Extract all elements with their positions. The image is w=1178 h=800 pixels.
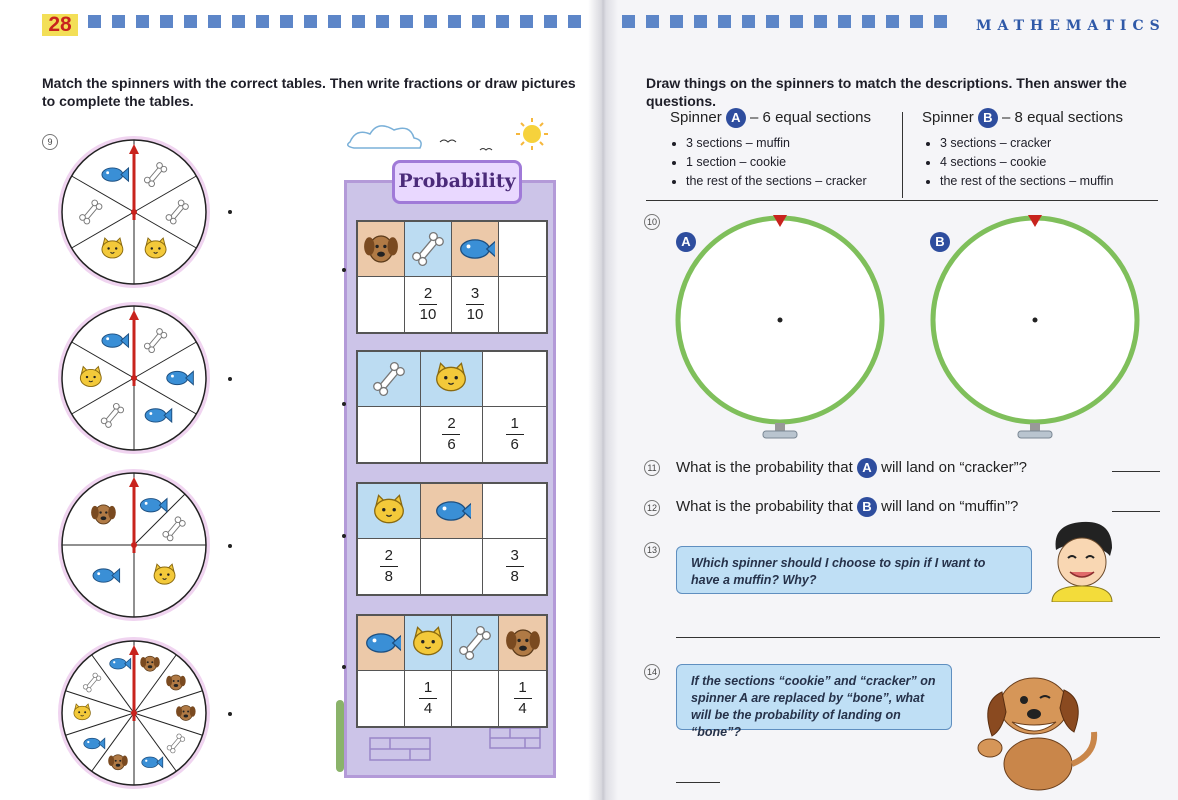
fraction	[506, 416, 524, 453]
table-cell-fraction[interactable]	[452, 671, 499, 726]
tower-plant	[336, 700, 344, 772]
left-instruction-line-2: to complete the tables.	[42, 93, 194, 109]
q12-text-before: What is the probability that	[676, 497, 853, 515]
denominator: 8	[510, 568, 519, 585]
spinner-a-prefix: Spinner	[670, 108, 722, 126]
dog-icon	[361, 229, 401, 269]
band-square	[766, 15, 779, 28]
fraction	[466, 286, 484, 323]
wheel-a-badge: A	[676, 232, 696, 252]
table-cell-fraction	[405, 671, 452, 726]
dog-character	[968, 644, 1108, 794]
spinner-b-wheel	[933, 215, 1137, 438]
numerator: 2	[423, 285, 433, 302]
spinner-b-title	[922, 108, 1123, 128]
table-cell-picture	[452, 616, 499, 671]
spinner-b-suffix: – 8 equal sections	[1002, 108, 1123, 126]
question-number-11: 11	[644, 460, 660, 476]
spinner-a-list	[670, 134, 906, 191]
spinner-b-item: • the rest of the sections – muffin	[940, 172, 1170, 191]
q12-answer-line[interactable]	[1112, 511, 1160, 512]
numerator: 3	[470, 285, 480, 302]
q13-answer-line[interactable]	[676, 637, 1160, 638]
empty-spinners	[660, 205, 1170, 445]
match-dot-spinner-2[interactable]	[228, 377, 232, 381]
table-cell-fraction[interactable]	[358, 407, 421, 462]
table-cell-fraction[interactable]	[421, 539, 484, 594]
question-number-13: 13	[644, 542, 660, 558]
band-square	[718, 15, 731, 28]
denominator: 10	[466, 306, 484, 323]
fish-icon	[431, 491, 471, 531]
table-cell-picture	[358, 352, 421, 407]
spinner-a-wheel	[678, 215, 882, 438]
q11-text-after: will land on “cracker”?	[881, 458, 1027, 476]
table-cell-fraction[interactable]	[358, 671, 405, 726]
band-square	[814, 15, 827, 28]
fraction	[380, 548, 398, 585]
denominator: 8	[384, 568, 393, 585]
band-square	[622, 15, 635, 28]
table-cell-picture	[452, 222, 499, 277]
spinner-a-badge: A	[726, 108, 746, 128]
spinner-4	[58, 637, 210, 789]
table-cell-fraction	[405, 277, 452, 332]
probability-sign: Probability	[392, 160, 522, 204]
denominator: 6	[447, 436, 456, 453]
spinner-a-item: • 3 sections – muffin	[686, 134, 906, 153]
spinner-3	[58, 469, 210, 621]
table-cell-picture	[358, 484, 421, 539]
question-number-9: 9	[42, 134, 58, 150]
spinner-2	[58, 302, 210, 454]
table-cell-picture	[499, 616, 546, 671]
fraction	[514, 680, 532, 717]
cat-icon	[145, 238, 166, 258]
match-dot-table-4[interactable]	[342, 665, 346, 669]
q14-answer-line[interactable]	[676, 782, 720, 783]
numerator: 2	[384, 547, 393, 564]
page-number: 28	[42, 14, 78, 36]
tower-bricks	[340, 728, 550, 778]
table-cell-picture	[358, 616, 405, 671]
band-square	[838, 15, 851, 28]
denominator: 4	[423, 700, 433, 717]
table-cell-picture	[421, 352, 484, 407]
match-dot-table-2[interactable]	[342, 402, 346, 406]
spinner-a-item: • 1 section – cookie	[686, 153, 906, 172]
denominator: 4	[518, 700, 527, 717]
cat-icon	[102, 238, 123, 258]
spinner-b-badge: B	[978, 108, 998, 128]
table-cell-fraction[interactable]	[499, 277, 546, 332]
left-instruction-line-1: Match the spinners with the correct tables. Then write fractions or draw pictures	[42, 75, 576, 91]
band-square	[862, 15, 875, 28]
numerator: 1	[518, 679, 527, 696]
q12-text-after: will land on “muffin”?	[881, 497, 1019, 515]
question-number-12: 12	[644, 500, 660, 516]
header-band-right	[614, 10, 964, 36]
probability-table-4	[356, 614, 548, 728]
spinner-b-item: • 4 sections – cookie	[940, 153, 1170, 172]
fraction	[442, 416, 460, 453]
match-dot-table-3[interactable]	[342, 534, 346, 538]
table-cell-picture[interactable]	[483, 484, 546, 539]
fraction	[506, 548, 524, 585]
match-dot-spinner-3[interactable]	[228, 544, 232, 548]
q11-text-before: What is the probability that	[676, 458, 853, 476]
cat-icon	[408, 623, 448, 663]
probability-table-1	[356, 220, 548, 334]
table-cell-fraction	[421, 407, 484, 462]
match-dot-table-1[interactable]	[342, 268, 346, 272]
match-dot-spinner-1[interactable]	[228, 210, 232, 214]
band-square	[670, 15, 683, 28]
band-square	[694, 15, 707, 28]
question-13-bubble: Which spinner should I choose to spin if I want to have a muffin? Why?	[676, 546, 1032, 594]
subject-title: MATHEMATICS	[976, 18, 1166, 34]
numerator: 3	[510, 547, 519, 564]
question-number-10: 10	[644, 214, 660, 230]
question-12	[676, 497, 1018, 517]
denominator: 10	[419, 306, 437, 323]
table-cell-picture	[358, 222, 405, 277]
cat-icon	[369, 491, 409, 531]
section-rule	[646, 200, 1158, 201]
fish-icon	[455, 229, 495, 269]
spinner-b-list	[924, 134, 1170, 191]
q12-badge: B	[857, 497, 877, 517]
table-cell-picture	[405, 222, 452, 277]
band-square	[934, 15, 947, 28]
cat-icon	[80, 367, 101, 387]
right-instructions: Draw things on the spinners to match the descriptions. Then answer the questions.	[646, 75, 1127, 109]
table-cell-fraction	[483, 407, 546, 462]
question-14-bubble: If the sections “cookie” and “cracker” on spinner A are replaced by “bone”, what will be the probability of landing on “bone”?	[676, 664, 952, 730]
boy-character	[1046, 520, 1118, 602]
band-square	[886, 15, 899, 28]
q11-answer-line[interactable]	[1112, 471, 1160, 472]
band-square	[790, 15, 803, 28]
table-cell-fraction	[499, 671, 546, 726]
question-number-14: 14	[644, 664, 660, 680]
probability-table-3	[356, 482, 548, 596]
numerator: 1	[510, 415, 519, 432]
band-square	[910, 15, 923, 28]
table-cell-fraction[interactable]	[358, 277, 405, 332]
fraction	[419, 680, 437, 717]
bone-icon	[455, 623, 495, 663]
table-cell-fraction	[483, 539, 546, 594]
dog-icon	[503, 623, 543, 663]
q11-badge: A	[857, 458, 877, 478]
question-11	[676, 458, 1027, 478]
table-cell-picture[interactable]	[483, 352, 546, 407]
band-square	[646, 15, 659, 28]
table-cell-picture[interactable]	[499, 222, 546, 277]
cat-icon	[74, 704, 91, 720]
bone-icon	[408, 229, 448, 269]
table-cell-fraction	[358, 539, 421, 594]
match-dot-spinner-4[interactable]	[228, 712, 232, 716]
cat-icon	[431, 359, 471, 399]
numerator: 2	[447, 415, 456, 432]
table-cell-picture	[421, 484, 484, 539]
denominator: 6	[510, 436, 519, 453]
cat-icon	[154, 564, 175, 584]
bone-icon	[369, 359, 409, 399]
table-cell-picture	[405, 616, 452, 671]
probability-table-2	[356, 350, 548, 464]
fish-icon	[361, 623, 401, 663]
numerator: 1	[423, 679, 433, 696]
wheel-b-badge: B	[930, 232, 950, 252]
spinner-b-prefix: Spinner	[922, 108, 974, 126]
spinner-a-title	[670, 108, 871, 128]
spinner-a-item: • the rest of the sections – cracker	[686, 172, 906, 191]
spinner-divider	[902, 112, 903, 198]
band-square	[742, 15, 755, 28]
spinner-b-item: • 3 sections – cracker	[940, 134, 1170, 153]
table-cell-fraction	[452, 277, 499, 332]
spinner-1	[58, 136, 210, 288]
spinner-a-suffix: – 6 equal sections	[750, 108, 871, 126]
fraction	[419, 286, 437, 323]
